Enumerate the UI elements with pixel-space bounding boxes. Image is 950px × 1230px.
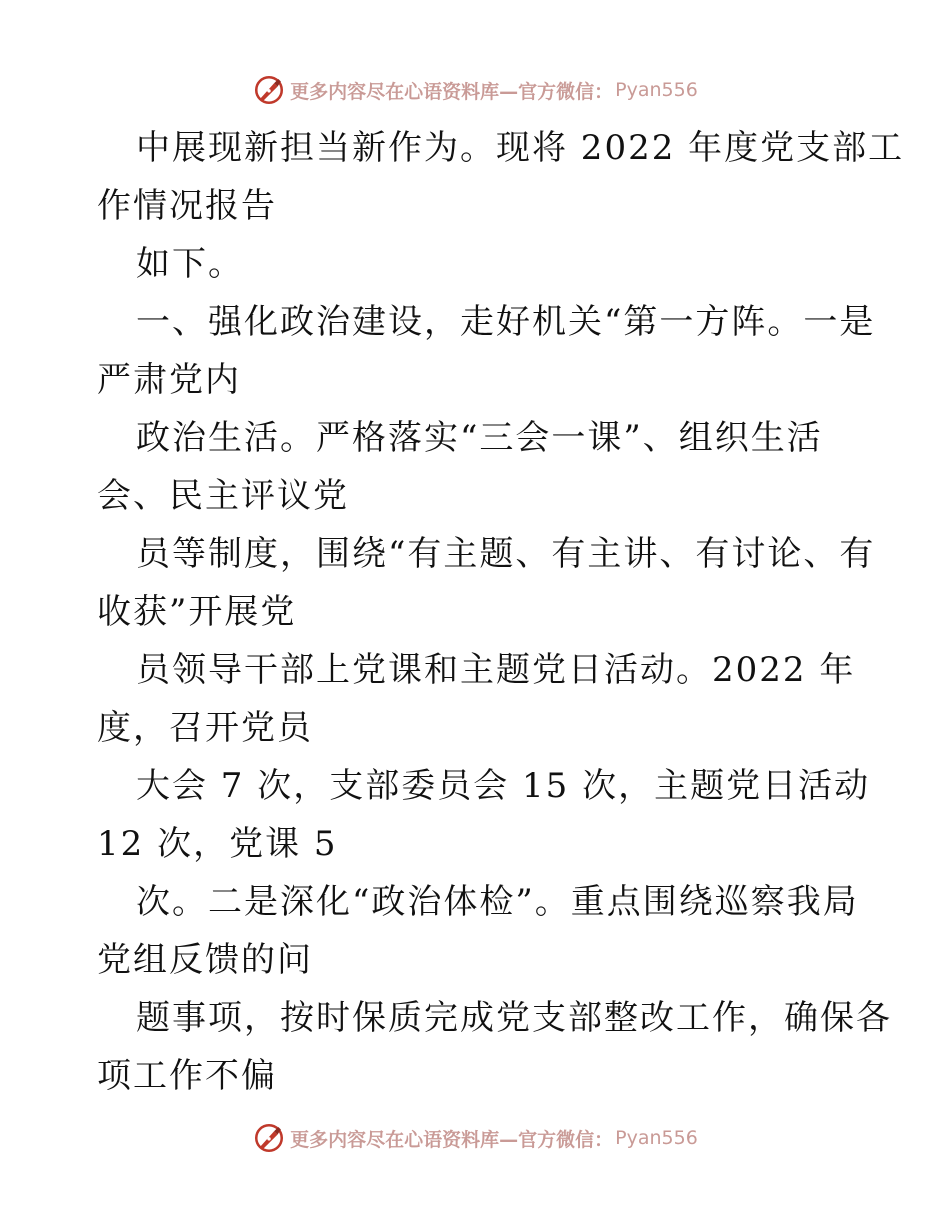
body-line: 如下。 (136, 244, 244, 284)
footer-wechat-id: Pyan556 (615, 1127, 698, 1149)
body-line: 党组反馈的问 (97, 940, 313, 980)
pen-logo-icon (252, 73, 286, 107)
body-line: 收获”开展党 (97, 592, 297, 632)
body-line: 作情况报告 (97, 186, 277, 226)
body-line: 员等制度，围绕“有主题、有主讲、有讨论、有 (136, 534, 876, 574)
body-line: 员领导干部上党课和主题党日活动。2022 年 (136, 650, 856, 690)
header-wechat-id: Pyan556 (615, 79, 698, 101)
header-banner (0, 70, 950, 110)
header-banner-text: 更多内容尽在心语资料库—官方微信： (290, 80, 614, 103)
body-line: 大会 7 次，支部委员会 15 次，主题党日活动 (136, 766, 871, 806)
body-line: 项工作不偏 (97, 1056, 277, 1096)
body-line: 题事项，按时保质完成党支部整改工作，确保各 (136, 998, 892, 1038)
body-line: 度，召开党员 (97, 708, 313, 748)
body-line: 一、强化政治建设，走好机关“第一方阵。一是 (136, 302, 876, 342)
footer-banner (0, 1118, 950, 1158)
body-line: 政治生活。严格落实“三会一课”、组织生活 (136, 418, 823, 458)
body-line: 12 次，党课 5 (97, 824, 338, 864)
body-line: 严肃党内 (97, 360, 241, 400)
footer-banner-text: 更多内容尽在心语资料库—官方微信： (290, 1128, 614, 1151)
body-line: 次。二是深化“政治体检”。重点围绕巡察我局 (136, 882, 859, 922)
body-line: 会、民主评议党 (97, 476, 349, 516)
pen-logo-icon (252, 1121, 286, 1155)
body-line: 中展现新担当新作为。现将 2022 年度党支部工 (136, 128, 905, 168)
